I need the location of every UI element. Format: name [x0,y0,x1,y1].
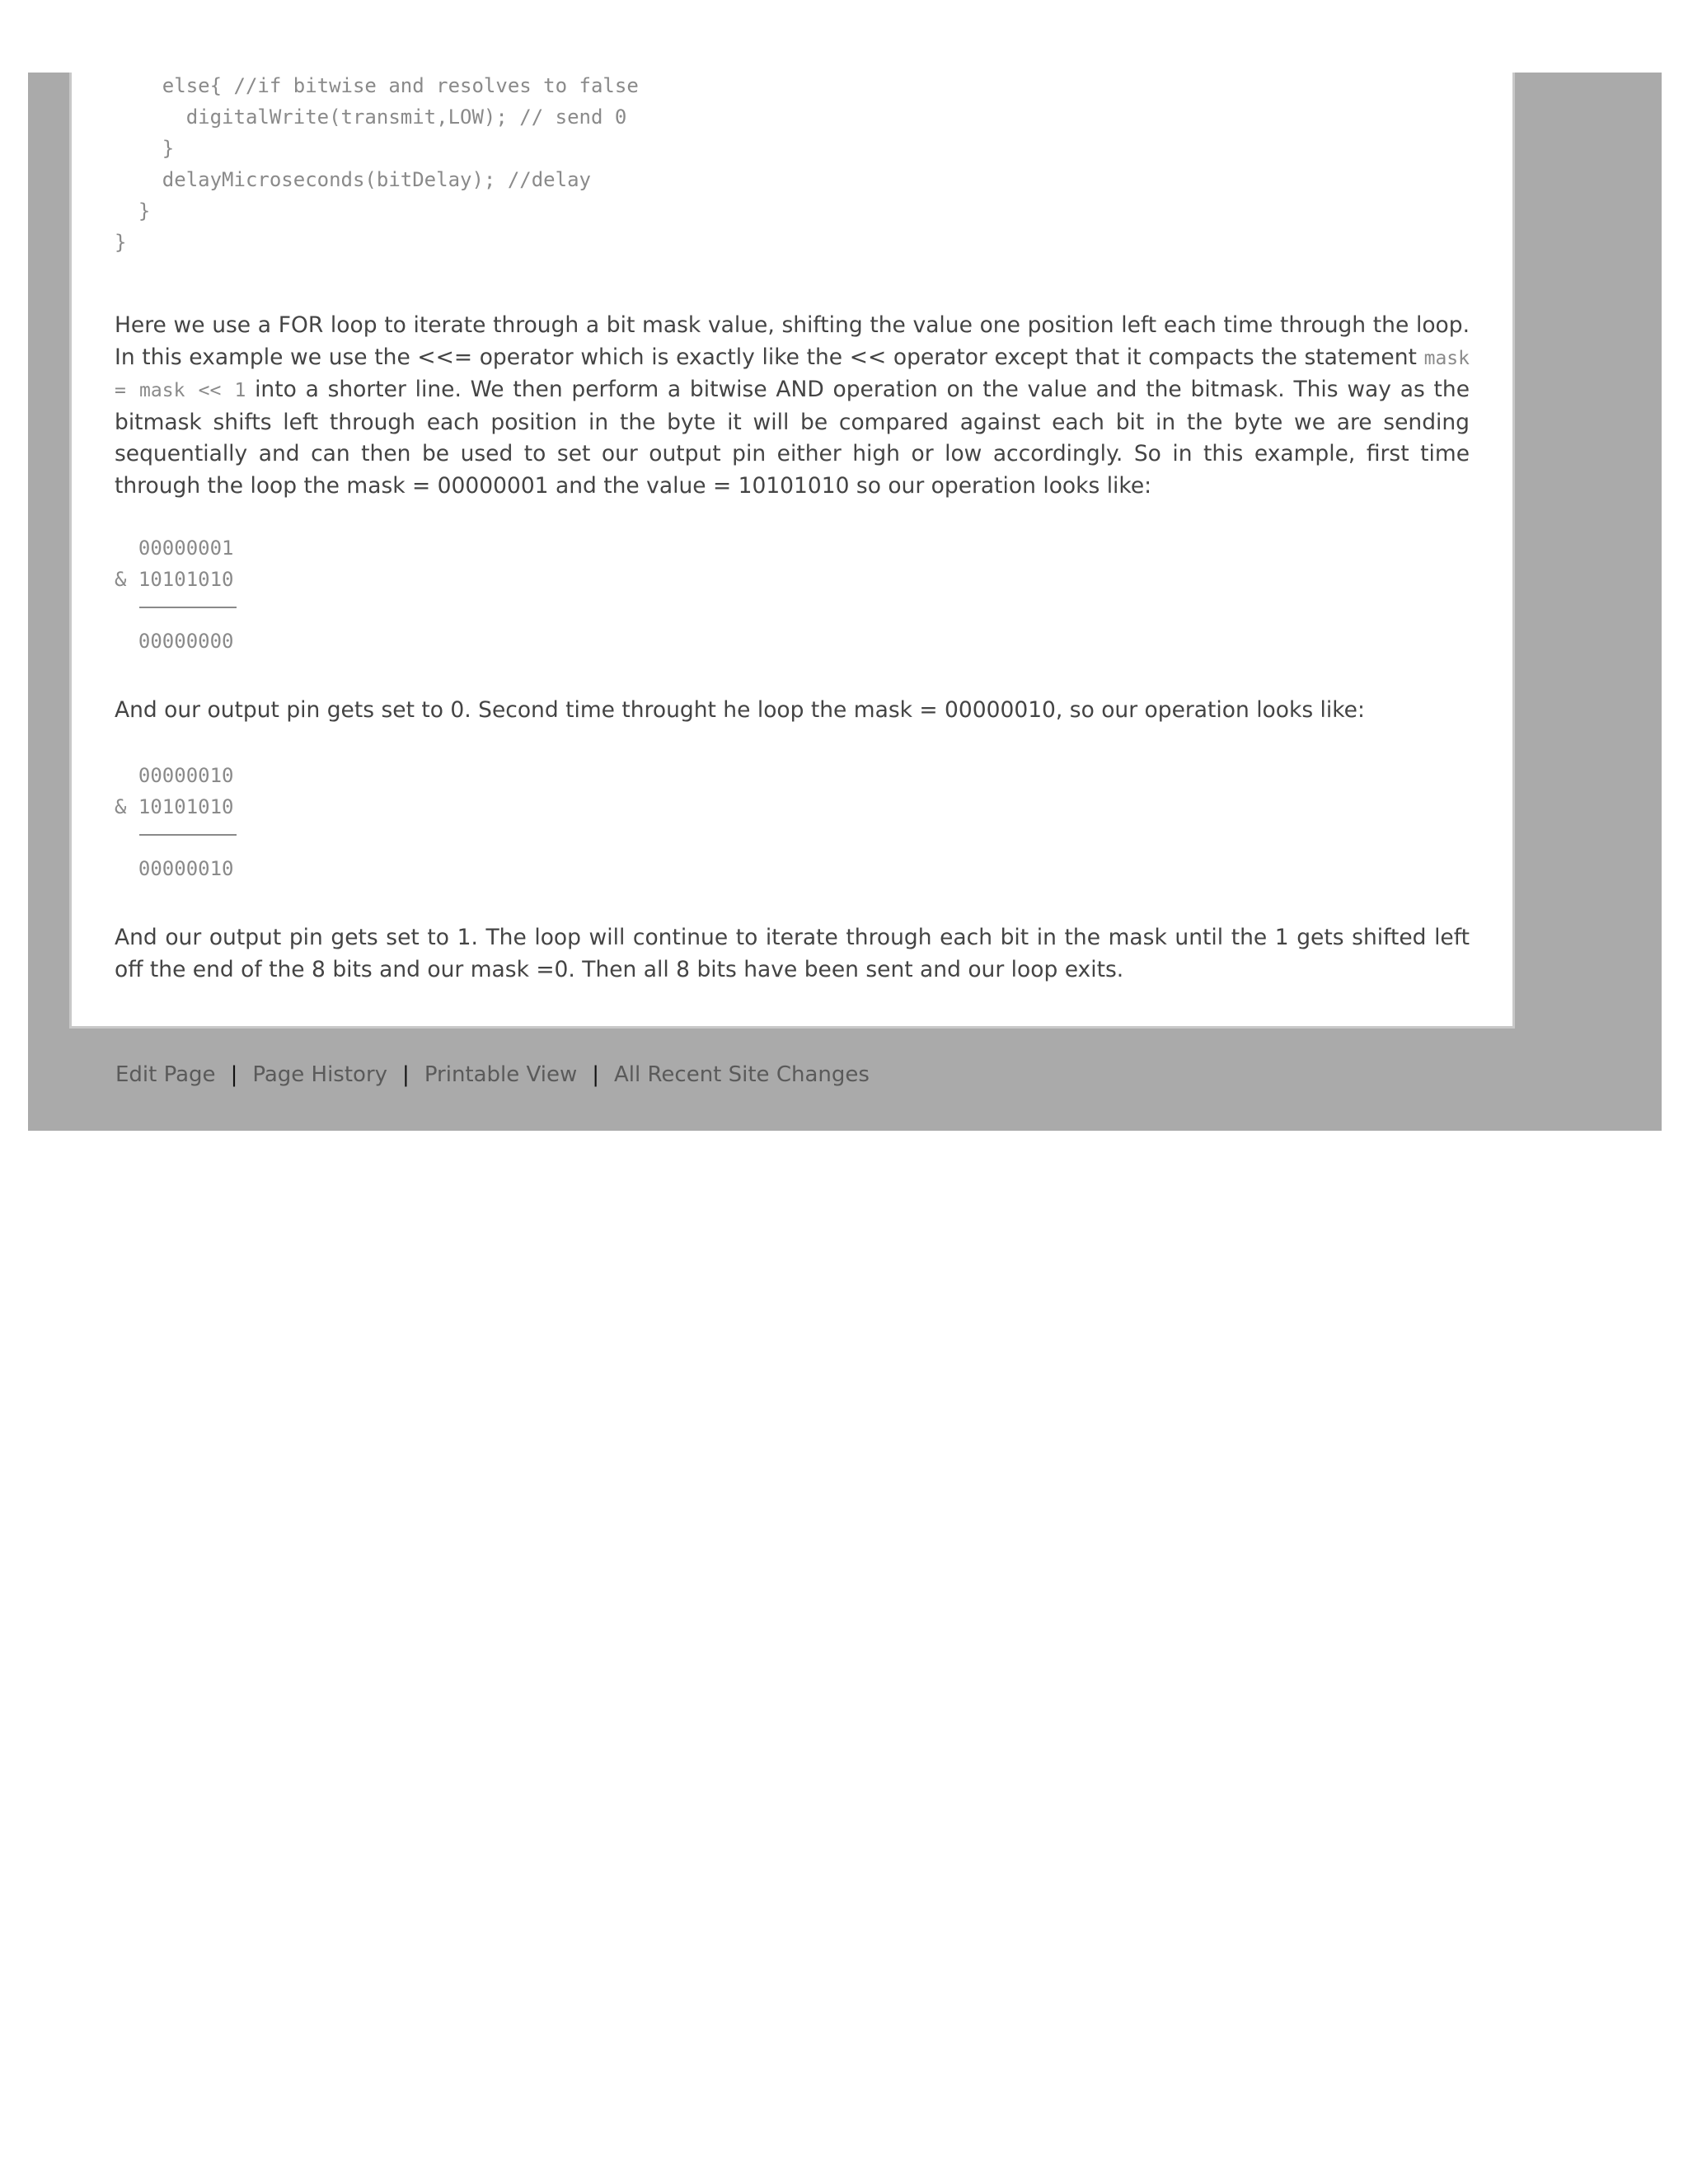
footer-separator: | [230,1062,238,1087]
calc-underline [139,607,237,608]
calc-mask: 00000001 [115,537,234,560]
calc-underline [139,834,237,836]
closing-paragraph: And our output pin gets set to 1. The loop will continue to iterate through each bit in the mask until the 1 gets shifted left off the end of the 8 bits and our mask =0. Then all 8 bits have been sent and our loop exits. [115,925,1470,982]
content-card [69,73,1515,1029]
printable-view-link[interactable]: Printable View [424,1062,578,1087]
edit-page-link[interactable]: Edit Page [115,1062,216,1087]
calc-value: & 10101010 [115,568,234,591]
calc-mask: 00000010 [115,764,234,787]
recent-changes-link[interactable]: All Recent Site Changes [614,1062,870,1087]
page-history-link[interactable]: Page History [252,1062,388,1087]
code-line: else{ //if bitwise and resolves to false [115,74,639,97]
second-pass-paragraph: And our output pin gets set to 0. Second time throught he loop the mask = 00000010, so our operation looks like: [115,697,1365,723]
code-line: delayMicroseconds(bitDelay); //delay [115,168,591,191]
code-line: } [115,199,151,223]
page-frame [28,73,1662,1131]
calc-result: 00000000 [115,630,234,653]
calc-result: 00000010 [115,857,234,880]
explanation-paragraph [115,310,1470,502]
paragraph-text: into a shorter line. We then perform a bitwise AND operation on the value and the bitmask. This way as the bitmask shifts left through each position in the byte it will be compared against each bit in the byte we are sending sequentially and can then be used to set our output pin either high or low accordingly. So in this example, first time through the loop the mask = 00000001 and the value = 10101010 so our operation looks like: [115,377,1470,499]
inline-code: mask = mask << 1 [115,347,1470,401]
paragraph-text: Here we use a FOR loop to iterate through a bit mask value, shifting the value one position left each time through the loop. In this example we use the <<= operator which is exactly like the << operator except that it compacts the statement [115,312,1470,370]
code-line: } [115,231,127,254]
code-line: } [115,137,175,160]
footer-separator: | [592,1062,600,1087]
footer-separator: | [402,1062,410,1087]
page-footer [115,1058,870,1091]
calc-value: & 10101010 [115,795,234,818]
code-line: digitalWrite(transmit,LOW); // send 0 [115,105,627,129]
